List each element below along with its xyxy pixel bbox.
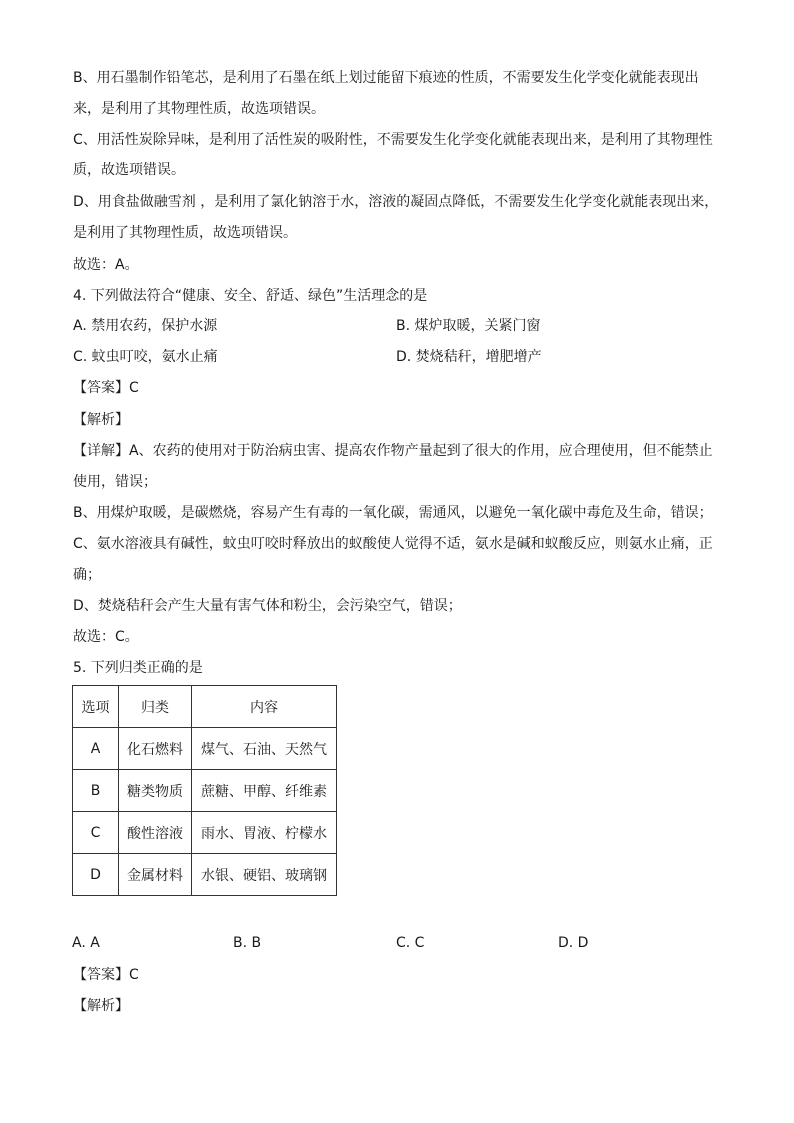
table-cell: 化石燃料 <box>119 728 192 770</box>
answer-value: C <box>129 380 139 396</box>
question-4-stem: 4. 下列做法符合“健康、安全、舒适、绿色”生活理念的是 <box>73 288 428 304</box>
classification-table <box>72 685 337 896</box>
explanation-b-line1: B、用石墨制作铅笔芯，是利用了石墨在纸上划过能留下痕迹的性质，不需要发生化学变化就能表现出 <box>73 70 699 86</box>
table-cell: B <box>73 770 119 812</box>
question-4-option-a: A. 禁用农药，保护水源 <box>73 318 218 334</box>
table-cell: 煤气、石油、天然气 <box>192 728 337 770</box>
explanation-b-line2: 来，是利用了其物理性质，故选项错误。 <box>73 101 325 117</box>
question-4-option-b: B. 煤炉取暖，关紧门窗 <box>396 318 541 334</box>
question-4-detail-line1: 【详解】A、农药的使用对于防治病虫害、提高农作物产量起到了很大的作用，应合理使用，但不能禁止 <box>73 443 713 459</box>
question-4-detail-line6: D、焚烧秸秆会产生大量有害气体和粉尘，会污染空气，错误； <box>73 598 462 614</box>
table-row <box>73 854 337 896</box>
question-4-selection: 故选：C。 <box>73 629 139 645</box>
question-5-option-c: C. C <box>396 935 425 951</box>
selection-q3: 故选：A。 <box>73 257 139 273</box>
table-cell: 酸性溶液 <box>119 812 192 854</box>
table-cell: 水银、硬铝、玻璃钢 <box>192 854 337 896</box>
explanation-d-line1: D、用食盐做融雪剂 ，是利用了氯化钠溶于水，溶液的凝固点降低，不需要发生化学变化就能表现出来， <box>73 194 719 210</box>
table-row <box>73 770 337 812</box>
table-header-cell: 内容 <box>192 686 337 728</box>
table-header-cell: 归类 <box>119 686 192 728</box>
table-cell: D <box>73 854 119 896</box>
explanation-d-line2: 是利用了其物理性质，故选项错误。 <box>73 225 297 241</box>
question-5-stem: 5. 下列归类正确的是 <box>73 660 203 676</box>
question-4-option-d: D. 焚烧秸秆，增肥增产 <box>396 349 542 365</box>
question-4-detail-line3: B、用煤炉取暖，是碳燃烧，容易产生有毒的一氧化碳，需通风，以避免一氧化碳中毒危及生命，错误； <box>73 505 713 521</box>
table-cell: 金属材料 <box>119 854 192 896</box>
question-5-answer <box>73 966 139 984</box>
table-cell: 蔗糖、甲醇、纤维素 <box>192 770 337 812</box>
table-header-row <box>73 686 337 728</box>
table-cell: 糖类物质 <box>119 770 192 812</box>
question-4-detail-line4: C、氨水溶液具有碱性，蚊虫叮咬时释放出的蚁酸使人觉得不适，氨水是碱和蚁酸反应，则氨水止痛，正 <box>73 536 713 552</box>
question-5-option-b: B. B <box>233 935 262 951</box>
question-5-analysis-tag: 【解析】 <box>73 998 129 1014</box>
question-5-option-d: D. D <box>558 935 589 951</box>
table-cell: 雨水、胃液、柠檬水 <box>192 812 337 854</box>
explanation-c-line1: C、用活性炭除异味，是利用了活性炭的吸附性，不需要发生化学变化就能表现出来，是利用了其物理性 <box>73 132 713 148</box>
table-header-cell: 选项 <box>73 686 119 728</box>
question-4-detail-line2: 使用，错误； <box>73 474 157 490</box>
question-5-option-a: A. A <box>72 935 100 951</box>
table-row <box>73 812 337 854</box>
question-4-detail-line5: 确； <box>73 567 101 583</box>
question-4-answer <box>73 379 139 397</box>
question-4-analysis-tag: 【解析】 <box>73 412 129 428</box>
explanation-c-line2: 质，故选项错误。 <box>73 162 185 178</box>
answer-tag: 【答案】 <box>73 380 129 396</box>
table-row <box>73 728 337 770</box>
answer-tag: 【答案】 <box>73 967 129 983</box>
table-cell: A <box>73 728 119 770</box>
table-cell: C <box>73 812 119 854</box>
question-4-option-c: C. 蚊虫叮咬，氨水止痛 <box>73 349 218 365</box>
answer-value: C <box>129 967 139 983</box>
